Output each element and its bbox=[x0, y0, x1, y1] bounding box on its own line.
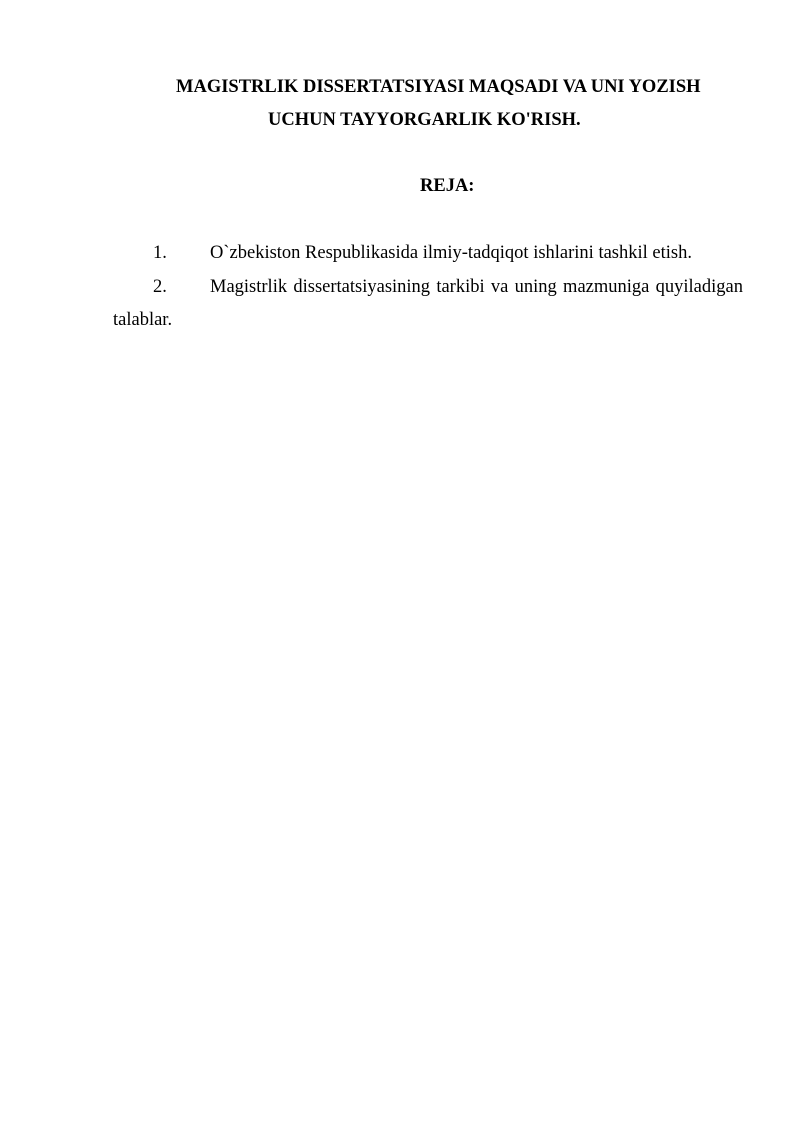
plan-item-number: 2. bbox=[153, 277, 167, 297]
plan-item-text: O`zbekiston Respublikasida ilmiy-tadqiqot ishlarini tashkil etish. bbox=[210, 243, 692, 263]
plan-heading: REJA: bbox=[420, 176, 475, 196]
plan-item-text: Magistrlik dissertatsiyasining tarkibi va uning mazmuniga quyiladigan bbox=[210, 277, 743, 297]
document-title-line-2: UCHUN TAYYORGARLIK KO'RISH. bbox=[268, 110, 581, 130]
plan-item-number: 1. bbox=[153, 243, 167, 263]
plan-item-continuation: talablar. bbox=[113, 310, 173, 330]
document-title-line-1: MAGISTRLIK DISSERTATSIYASI MAQSADI VA UNI YOZISH bbox=[176, 77, 701, 97]
